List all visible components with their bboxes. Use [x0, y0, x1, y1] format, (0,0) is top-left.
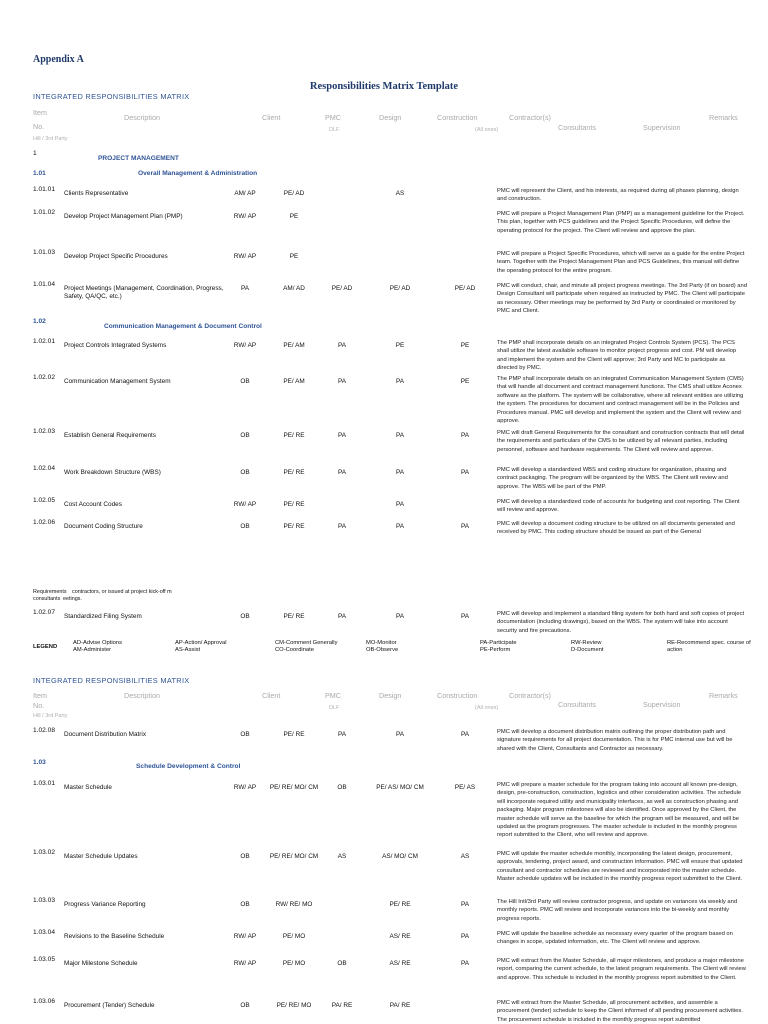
responsibility-cell: PA	[460, 731, 470, 738]
responsibility-cell: PA	[460, 469, 470, 476]
responsibility-cell: PA	[395, 469, 405, 476]
responsibility-cell: PE/ MO	[282, 960, 306, 967]
subsection-number: 1.02	[33, 318, 46, 325]
item-remarks: PMC will prepare a master schedule for the program taking into account all known pre-design, design, pre-construction, construction, logistics and other consideration activities. The schedule will incorporate required utility and municipality interfaces, as well as construction phasing and packaging. Major program milestones will also be identified. Once approved by the Client, the master schedule will serve as the baseline for which the program will be measured, and will be updated as the program progresses. The master schedule is included in the monthly progress report submitted to the Client, who will review and approve.	[497, 782, 742, 839]
responsibility-cell: AM/ AD	[283, 285, 305, 292]
header-remarks: Remarks	[709, 113, 738, 122]
legend-item: MO-Monitor	[366, 640, 397, 646]
section-number: 1	[33, 150, 37, 157]
header-item: Item	[33, 691, 47, 700]
header-consultants: Consultants	[558, 123, 596, 132]
responsibility-cell: PE/ RE/ MO	[276, 1002, 312, 1009]
item-number: 1.03.03	[33, 897, 55, 904]
item-number: 1.02.02	[33, 374, 55, 381]
responsibility-cell: RW/ AP	[233, 501, 257, 508]
responsibility-cell: PA	[337, 342, 347, 349]
header-description: Description	[124, 691, 160, 700]
responsibility-cell: OB	[240, 432, 250, 439]
responsibility-cell: PE/ AD	[389, 285, 411, 292]
responsibility-cell: PE/ RE	[283, 613, 305, 620]
matrix-heading: INTEGRATED RESPONSIBILITIES MATRIX	[33, 676, 190, 685]
header-supervision: Supervision	[643, 700, 681, 709]
subsection-title: Schedule Development & Control	[136, 763, 241, 770]
item-description: Communication Management System	[64, 378, 171, 385]
responsibility-cell: OB	[240, 731, 250, 738]
legend-item: CO-Coordinate	[275, 647, 314, 653]
item-number: 1.03.02	[33, 849, 55, 856]
header-pmc: PMC	[325, 113, 341, 122]
subsection-number: 1.01	[33, 170, 46, 177]
item-description: Establish General Requirements	[64, 432, 156, 439]
header-third-party: Hill / 3rd Party	[33, 713, 68, 719]
responsibility-cell: PA	[395, 613, 405, 620]
responsibility-cell: PE	[395, 342, 405, 349]
responsibility-cell: PE	[460, 378, 470, 385]
legend-item: AD-Advise Options	[73, 640, 122, 646]
responsibility-cell: PE/ RE	[283, 731, 305, 738]
responsibility-cell: PA	[337, 523, 347, 530]
item-description: Clients Representative	[64, 190, 129, 197]
responsibility-cell: AS	[395, 190, 405, 197]
responsibility-cell: PE/ MO	[282, 933, 306, 940]
item-number: 1.02.04	[33, 465, 55, 472]
item-number: 1.02.08	[33, 727, 55, 734]
responsibility-cell: PE/ AD	[331, 285, 353, 292]
responsibility-cell: RW/ AP	[233, 342, 257, 349]
item-number: 1.03.01	[33, 780, 55, 787]
responsibility-cell: PA/ RE	[331, 1002, 353, 1009]
overflow-text: eetings.	[63, 596, 82, 602]
item-remarks: PMC will develop a document coding structure to be utilized on all documents generated and received by PMC. This coding structure should be issued as part of the General	[497, 521, 735, 536]
item-number: 1.03.04	[33, 929, 55, 936]
responsibility-cell: PA	[395, 378, 405, 385]
responsibility-cell: AM/ AP	[234, 190, 256, 197]
item-remarks: PMC will develop and implement a standard filing system for both hard and soft copies of project documentation (including drawings), based on the WBS. The system will take into account security and fire precautions.	[497, 611, 745, 634]
header-description: Description	[124, 113, 160, 122]
header-pmc: PMC	[325, 691, 341, 700]
header-client: Client	[262, 113, 281, 122]
responsibility-cell: PE/ AM	[283, 378, 305, 385]
responsibility-cell: PA	[240, 285, 250, 292]
item-remarks: PMC will develop a standardized WBS and coding structure for organization, phasing and contract packaging. The program will be organized by the WBS. The Client will review and approve. The WBS will be part of the PMP.	[497, 467, 728, 490]
item-number: 1.02.01	[33, 338, 55, 345]
item-remarks: PMC will develop a standardized code of accounts for budgeting and cost reporting. The Client will review and approve.	[497, 499, 740, 514]
item-description: Standardized Filing System	[64, 613, 142, 620]
item-remarks: PMC will develop a document distribution matrix outlining the proper distribution path and signature requirements for all project documentation. This is for PMC internal use but will be shared with the Client, Consultants and Contractor as necessary.	[497, 729, 733, 752]
header-dlf: DLF	[329, 705, 340, 711]
header-third-party: Hill / 3rd Party	[33, 136, 68, 142]
header-no: No.	[33, 122, 45, 131]
responsibility-cell: AS/ MO/ CM	[382, 853, 418, 860]
responsibility-cell: AS	[337, 853, 347, 860]
item-description: Work Breakdown Structure (WBS)	[64, 469, 161, 476]
header-design: Design	[379, 113, 402, 122]
responsibility-cell: RW/ RE/ MO	[275, 901, 313, 908]
subsection-title: Overall Management & Administration	[138, 170, 258, 177]
item-remarks: The PMP shall incorporate details on an integrated Communication Management System (CMS) that will handle all document and contract management functions. The CMS shall utilize Aconex software as the platform. The system will be collaborative, where all relevant entities are utilizing the system. The procedures for document and contract management will be in the Policies and Procedures manual. PMC will develop and implement the system and the Client will review and approve.	[497, 376, 744, 425]
header-all-ones: (All ones)	[475, 705, 499, 711]
item-description: Develop Project Specific Procedures	[64, 253, 168, 260]
overflow-text: contractors, or issued at project kick-off m	[72, 589, 172, 595]
item-number: 1.02.06	[33, 519, 55, 526]
item-description: Master Schedule	[64, 784, 112, 791]
legend-item: AP-Action/ Approval	[175, 640, 227, 646]
item-remarks: The PMP shall incorporate details on an integrated Project Controls System (PCS). The PCS shall utilize the latest available software to monitor project progress and cost. PM will develop and implement the system and the Client will approve; 3rd Party and MC to participate as directed by PMC.	[497, 340, 737, 372]
responsibility-cell: PA	[395, 432, 405, 439]
responsibility-cell: PA	[337, 432, 347, 439]
item-number: 1.01.04	[33, 281, 55, 288]
item-description: Document Distribution Matrix	[64, 731, 147, 738]
header-contractors: Contractor(s)	[509, 113, 551, 122]
responsibility-cell: OB	[337, 960, 347, 967]
header-remarks: Remarks	[709, 691, 738, 700]
overflow-text: consultants	[33, 596, 61, 602]
responsibility-cell: PA	[395, 523, 405, 530]
responsibility-cell: PA	[337, 378, 347, 385]
item-description: Procurement (Tender) Schedule	[64, 1002, 155, 1009]
responsibility-cell: PE/ AS/ MO/ CM	[376, 784, 424, 791]
responsibility-cell: PA	[460, 960, 470, 967]
responsibility-cell: PA	[460, 901, 470, 908]
legend-item: PE-Perform	[480, 647, 511, 653]
section-title: PROJECT MANAGEMENT	[98, 155, 179, 162]
responsibility-cell: RW/ AP	[233, 933, 257, 940]
item-description: Major Milestone Schedule	[64, 960, 138, 967]
item-remarks: PMC will extract from the Master Schedule, all procurement activities, and assemble a procurement (tender) schedule to keep the Client informed of all pending procurement activities. The procurement schedule is included in the monthly progress report submitted	[497, 1000, 743, 1023]
item-description: Document Coding Structure	[64, 523, 143, 530]
responsibility-cell: PE/ RE	[389, 901, 411, 908]
header-dlf: DLF	[329, 127, 340, 133]
legend-item: CM-Comment Generally	[275, 640, 338, 646]
responsibility-cell: OB	[337, 784, 347, 791]
item-remarks: PMC will conduct, chair, and minute all project progress meetings. The 3rd Party (if on board) and Design Consultant will participate when required as instructed by PMC. The Client will participate as necessary. Other meetings may be performed by 3rd Party or coordinated or monitored by PMC and Client.	[497, 283, 747, 315]
responsibility-cell: PA	[395, 501, 405, 508]
item-number: 1.02.07	[33, 609, 55, 616]
item-remarks: PMC will prepare a Project Specific Procedures, which will serve as a guide for the entire Project team. Together with the Project Management Plan and PCS Guidelines, this manual will define the operating protocol for the entire program.	[497, 251, 745, 274]
responsibility-cell: AS/ RE	[389, 960, 411, 967]
header-contractors: Contractor(s)	[509, 691, 551, 700]
header-client: Client	[262, 691, 281, 700]
responsibility-cell: PE/ RE	[283, 523, 305, 530]
item-number: 1.01.01	[33, 186, 55, 193]
legend-item: action	[667, 647, 683, 653]
item-number: 1.01.02	[33, 209, 55, 216]
responsibility-cell: PE/ RE	[283, 469, 305, 476]
header-supervision: Supervision	[643, 123, 681, 132]
responsibility-cell: PE/ AM	[283, 342, 305, 349]
responsibility-cell: OB	[240, 378, 250, 385]
item-remarks: PMC will represent the Client, and his interests, as required during all phases planning, design and construction.	[497, 188, 739, 203]
item-description: Revisions to the Baseline Schedule	[64, 933, 165, 940]
item-description: Project Meetings (Management, Coordination, Progress, Safety, QA/QC, etc.)	[64, 285, 224, 301]
legend-item: RE-Recommend spec. course of	[667, 640, 751, 646]
item-remarks: PMC will prepare a Project Management Plan (PMP) as a management guideline for the Project. This plan, together with PCS guidelines and the Project Specific Procedures, will define the operating protocol for the project. The Client will review and approve the plan.	[497, 211, 745, 234]
responsibility-cell: OB	[240, 613, 250, 620]
item-remarks: PMC will draft General Requirements for the consultant and construction contracts that will detail the requirements and particulars of the CMS to be utilized by all relevant parties, including personnel, software and hardware requirements. The Client will review and approve.	[497, 430, 745, 453]
legend-item: OB-Observe	[366, 647, 399, 653]
responsibility-cell: OB	[240, 853, 250, 860]
item-remarks: The Hill Intl/3rd Party will review contractor progress, and update on variances via weekly and monthly reports. PMC will review and incorporate variances into the bi-weekly and monthly progress reports.	[497, 899, 738, 922]
legend-item: RW-Review	[571, 640, 602, 646]
item-number: 1.03.05	[33, 956, 55, 963]
responsibility-cell: PE/ RE/ MO/ CM	[269, 853, 319, 860]
responsibility-cell: PE/ RE	[283, 432, 305, 439]
item-description: Master Schedule Updates	[64, 853, 138, 860]
responsibility-cell: PA/ RE	[389, 1002, 411, 1009]
responsibility-cell: PA	[337, 731, 347, 738]
responsibility-cell: PA	[460, 432, 470, 439]
header-construction: Construction	[437, 691, 478, 700]
item-remarks: PMC will update the master schedule monthly, incorporating the latest design, procurement, approvals, tendering, project award, and construction information. PMC will ensure that updated consultant and contractor schedules are reviewed and incorporated into the master schedule. Master schedule updates will be included in the monthly progress report submitted to the Client.	[497, 851, 743, 883]
responsibility-cell: PE/ AD	[283, 190, 305, 197]
item-remarks: PMC will extract from the Master Schedule, all major milestones, and produce a major milestone report, comparing the current schedule, to the latest program requirements. The Client will review and approve. This schedule is included in the monthly progress report submitted to the Client.	[497, 958, 746, 981]
responsibility-cell: OB	[240, 1002, 250, 1009]
responsibility-cell: PE/ RE	[283, 501, 305, 508]
responsibility-cell: PA	[460, 613, 470, 620]
responsibility-cell: PA	[460, 933, 470, 940]
responsibility-cell: RW/ AP	[233, 253, 257, 260]
legend-item: AS-Assist	[175, 647, 201, 653]
responsibility-cell: PA	[337, 613, 347, 620]
responsibility-cell: OB	[240, 901, 250, 908]
responsibility-cell: PE	[289, 253, 299, 260]
responsibility-cell: OB	[240, 523, 250, 530]
header-consultants: Consultants	[558, 700, 596, 709]
item-remarks: PMC will update the baseline schedule as necessary every quarter of the program based on changes in scope, updated information, etc. The Client will review and approve.	[497, 931, 733, 946]
item-description: Progress Variance Reporting	[64, 901, 146, 908]
header-no: No.	[33, 701, 45, 710]
header-item: Item	[33, 108, 47, 117]
item-description: Develop Project Management Plan (PMP)	[64, 213, 183, 220]
legend-item: PA-Participate	[480, 640, 517, 646]
item-number: 1.01.03	[33, 249, 55, 256]
responsibility-cell: RW/ AP	[233, 784, 257, 791]
responsibility-cell: RW/ AP	[233, 213, 257, 220]
item-number: 1.02.03	[33, 428, 55, 435]
responsibility-cell: PA	[395, 731, 405, 738]
responsibility-cell: PE	[289, 213, 299, 220]
item-description: Cost Account Codes	[64, 501, 122, 508]
responsibility-cell: PE/ AD	[454, 285, 476, 292]
item-number: 1.03.06	[33, 998, 55, 1005]
responsibility-cell: RW/ AP	[233, 960, 257, 967]
subsection-number: 1.03	[33, 759, 46, 766]
header-all-ones: (All ones)	[475, 127, 499, 133]
legend-item: AM-Administer	[73, 647, 112, 653]
matrix-heading: INTEGRATED RESPONSIBILITIES MATRIX	[33, 92, 190, 101]
item-description: Project Controls Integrated Systems	[64, 342, 167, 349]
responsibility-cell: AS/ RE	[389, 933, 411, 940]
responsibility-cell: PA	[460, 523, 470, 530]
document-title: Responsibilities Matrix Template	[309, 81, 459, 92]
responsibility-cell: AS	[460, 853, 470, 860]
subsection-title: Communication Management & Document Control	[104, 323, 262, 330]
header-construction: Construction	[437, 113, 478, 122]
responsibility-cell: PA	[337, 469, 347, 476]
responsibility-cell: OB	[240, 469, 250, 476]
overflow-text: Requirements	[33, 589, 67, 595]
responsibility-cell: PE	[460, 342, 470, 349]
legend-item: D-Document	[571, 647, 604, 653]
responsibility-cell: PE/ RE/ MO/ CM	[269, 784, 319, 791]
responsibility-cell: PE/ AS	[454, 784, 476, 791]
item-number: 1.02.05	[33, 497, 55, 504]
appendix-label: Appendix A	[33, 54, 84, 65]
header-design: Design	[379, 691, 402, 700]
legend-label: LEGEND	[33, 644, 58, 650]
